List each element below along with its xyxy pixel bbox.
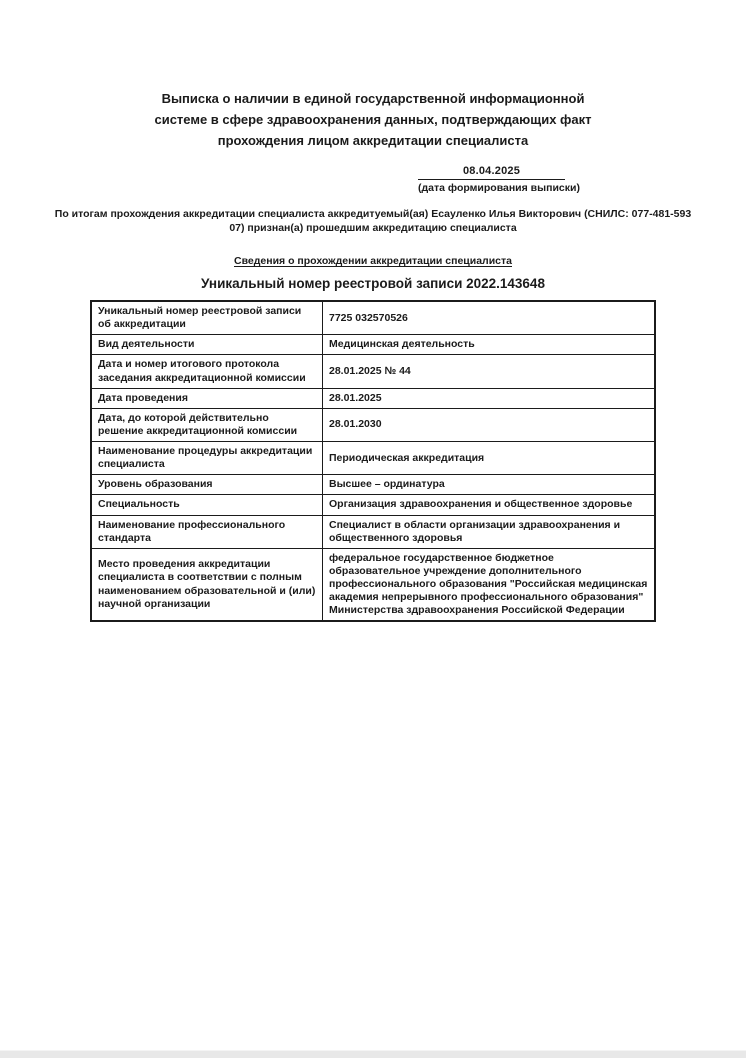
table-row: [91, 475, 655, 495]
row-label: Наименование процедуры аккредитации специалиста: [91, 442, 323, 475]
row-value: 7725 032570526: [323, 301, 656, 335]
row-value: 28.01.2025 № 44: [323, 355, 656, 388]
table-row: [91, 408, 655, 441]
row-label: Уровень образования: [91, 475, 323, 495]
issue-date-block: [418, 165, 580, 194]
table-row: [91, 442, 655, 475]
row-label: Дата, до которой действительно решение аккредитационной комиссии: [91, 408, 323, 441]
issue-date-caption: (дата формирования выписки): [418, 182, 580, 194]
row-label: Место проведения аккредитации специалиста в соответствии с полным наименованием образовательной и (или) научной организации: [91, 548, 323, 621]
row-value: федеральное государственное бюджетное образовательное учреждение дополнительного профессионального образования "Российская медицинская академия непрерывного профессионального образования" Министерства здравоохранения Российской Федерации: [323, 548, 656, 621]
accreditation-table: [90, 300, 656, 622]
issue-date-value: 08.04.2025: [418, 165, 565, 180]
table-row: [91, 495, 655, 515]
table-row: [91, 355, 655, 388]
row-value: Специалист в области организации здравоохранения и общественного здоровья: [323, 515, 656, 548]
row-value: 28.01.2025: [323, 388, 656, 408]
row-value: Периодическая аккредитация: [323, 442, 656, 475]
row-value: Высшее – ординатура: [323, 475, 656, 495]
accreditation-table-body: [91, 301, 655, 621]
row-label: Дата и номер итогового протокола заседания аккредитационной комиссии: [91, 355, 323, 388]
section-heading: Сведения о прохождении аккредитации специалиста: [234, 255, 512, 267]
row-value: 28.01.2030: [323, 408, 656, 441]
row-label: Наименование профессионального стандарта: [91, 515, 323, 548]
table-row: [91, 548, 655, 621]
table-row: [91, 515, 655, 548]
document-title: Выписка о наличии в единой государственной информационной системе в сфере здравоохранения данных, подтверждающих факт прохождения лицом аккредитации специалиста: [154, 91, 592, 148]
row-label: Уникальный номер реестровой записи об аккредитации: [91, 301, 323, 335]
intro-paragraph: По итогам прохождения аккредитации специалиста аккредитуемый(ая) Есауленко Илья Викторович (СНИЛС: 077-481-593 07) признан(а) прошедшим аккредитацию специалиста: [54, 208, 692, 234]
row-label: Вид деятельности: [91, 335, 323, 355]
row-label: Дата проведения: [91, 388, 323, 408]
row-value: Организация здравоохранения и общественное здоровье: [323, 495, 656, 515]
registry-number-heading: Уникальный номер реестровой записи 2022.143648: [201, 276, 545, 291]
row-label: Специальность: [91, 495, 323, 515]
bottom-edge-bar: [0, 1050, 746, 1058]
table-row: [91, 301, 655, 335]
row-value: Медицинская деятельность: [323, 335, 656, 355]
table-row: [91, 335, 655, 355]
table-row: [91, 388, 655, 408]
